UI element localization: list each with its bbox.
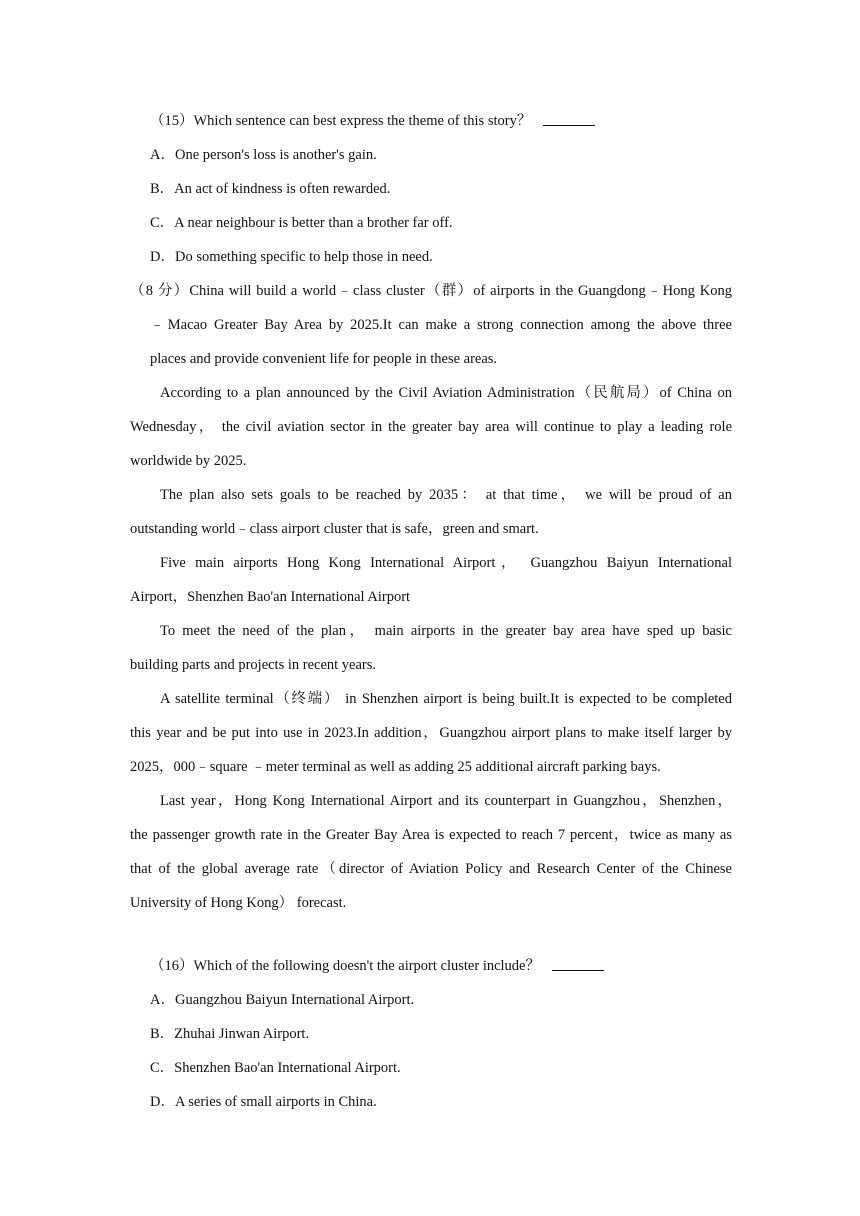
passage-intro-line-1: （8 分）China will build a world﹣class cluster（群）of airports in the Guangdong﹣Hong Kong	[130, 283, 732, 299]
option-15-a: A．One person's loss is another's gain.	[150, 147, 377, 163]
paragraph-2-line-1: The plan also sets goals to be reached by 2035： at that time， we will be proud of an	[160, 487, 732, 503]
paragraph-5-line-2: this year and be put into use in 2023.In addition，Guangzhou airport plans to make itself larger by	[130, 725, 732, 741]
answer-blank-16[interactable]	[552, 956, 604, 971]
paragraph-3-line-1: Five main airports Hong Kong International Airport， Guangzhou Baiyun International	[160, 555, 732, 571]
paragraph-4-line-2: building parts and projects in recent years.	[130, 657, 377, 673]
answer-blank-15[interactable]	[543, 111, 595, 126]
paragraph-5-line-1: A satellite terminal（终端） in Shenzhen airport is being built.It is expected to be completed	[160, 691, 732, 707]
question-16-text: （16）Which of the following doesn't the airport cluster include？	[150, 958, 540, 974]
paragraph-6-line-3: that of the global average rate（director of Aviation Policy and Research Center of the Chinese	[130, 861, 732, 877]
paragraph-1-line-3: worldwide by 2025.	[130, 453, 247, 469]
question-16	[150, 949, 752, 983]
passage-intro-line-3: places and provide convenient life for people in these areas.	[150, 351, 498, 367]
option-15-c: C．A near neighbour is better than a brother far off.	[150, 215, 453, 231]
option-16-a: A．Guangzhou Baiyun International Airport.	[150, 992, 415, 1008]
paragraph-4-line-1: To meet the need of the plan， main airports in the greater bay area have sped up basic	[160, 623, 732, 639]
option-15-b: B．An act of kindness is often rewarded.	[150, 181, 391, 197]
paragraph-6-line-2: the passenger growth rate in the Greater Bay Area is expected to reach 7 percent，twice as many as	[130, 827, 732, 843]
paragraph-6-line-4: University of Hong Kong） forecast.	[130, 895, 347, 911]
passage-intro-line-2: ﹣Macao Greater Bay Area by 2025.It can make a strong connection among the above three	[150, 317, 732, 333]
option-15-d: D．Do something specific to help those in need.	[150, 249, 433, 265]
option-16-d: D．A series of small airports in China.	[150, 1094, 377, 1110]
paragraph-1-line-2: Wednesday， the civil aviation sector in the greater bay area will continue to play a leading role	[130, 419, 732, 435]
paragraph-2-line-2: outstanding world﹣class airport cluster that is safe，green and smart.	[130, 521, 539, 537]
option-16-c: C．Shenzhen Bao'an International Airport.	[150, 1060, 401, 1076]
question-15-text: （15）Which sentence can best express the theme of this story？	[150, 113, 532, 129]
paragraph-3-line-2: Airport，Shenzhen Bao'an International Airport	[130, 589, 411, 605]
paragraph-1-line-1: According to a plan announced by the Civil Aviation Administration（民航局）of China on	[160, 385, 732, 401]
option-16-b: B．Zhuhai Jinwan Airport.	[150, 1026, 310, 1042]
paragraph-5-line-3: 2025，000﹣square ﹣meter terminal as well as adding 25 additional aircraft parking bays.	[130, 759, 661, 775]
question-15	[150, 104, 752, 138]
paragraph-6-line-1: Last year，Hong Kong International Airport and its counterpart in Guangzhou，Shenzhen，	[160, 793, 732, 809]
